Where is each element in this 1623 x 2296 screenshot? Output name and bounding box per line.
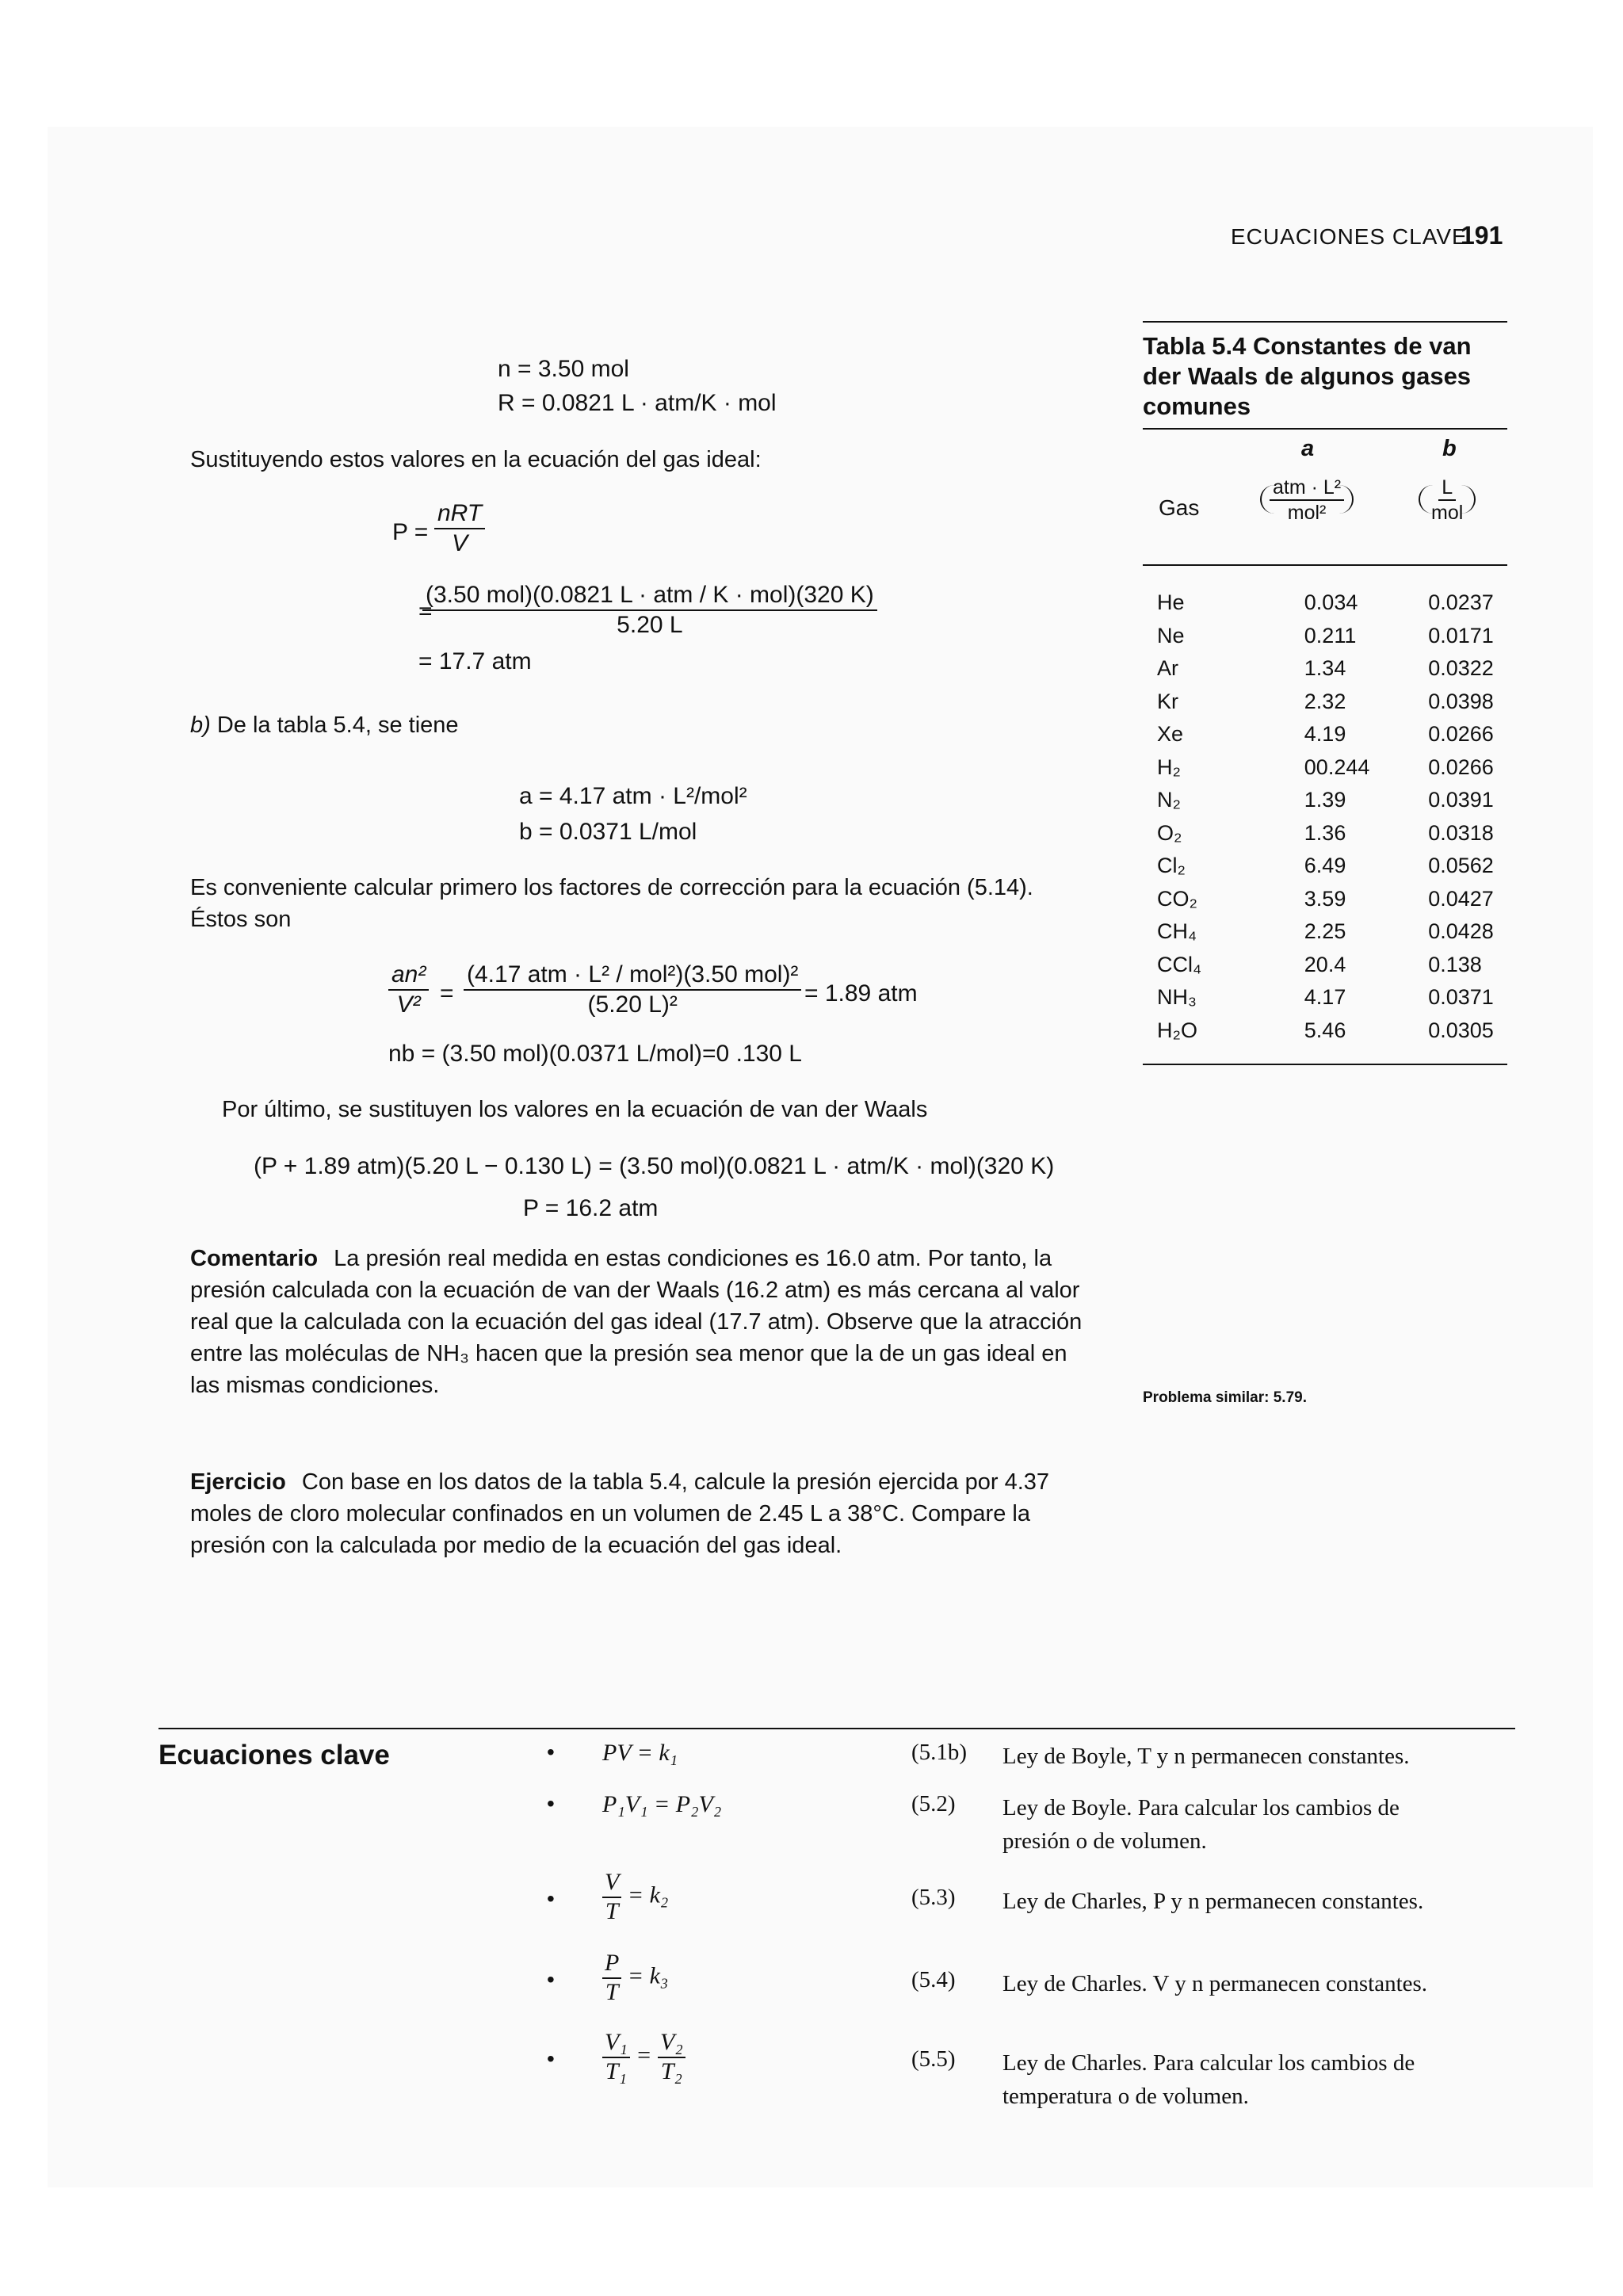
table-row <box>1157 784 1506 817</box>
comment-text: La presión real medida en estas condiciones es 16.0 atm. Por tanto, la presión calculada con la ecuación de van der Waals (16.2 atm) es más cercana al valor real que la calculada con la ecuación del gas ideal (17.7 atm). Observe que la atracción entre las moléculas de NH₃ hacen que la presión sea menor que la de un gas ideal en las mismas condiciones. <box>190 1246 1083 1398</box>
table-row <box>1157 817 1506 850</box>
table-row <box>1157 586 1506 620</box>
fraction-numerator: P <box>602 1950 621 1979</box>
table-title: Tabla 5.4 Constantes de van der Waals de algunos gases comunes <box>1143 332 1472 420</box>
key-equations-rule <box>158 1728 1515 1729</box>
table-cell-a: 1.36 <box>1304 820 1346 845</box>
table-unit-b <box>1419 476 1476 525</box>
an2-fraction <box>388 961 429 1019</box>
table-bottom-rule <box>1143 1064 1507 1065</box>
table-cell-b: 0.0427 <box>1428 886 1494 911</box>
table-row <box>1157 652 1506 686</box>
part-b-body: De la tabla 5.4, se tiene <box>216 712 459 738</box>
table-row <box>1157 1014 1506 1048</box>
table-cell-b: 0.138 <box>1428 952 1482 976</box>
table-cell-a: 0.211 <box>1304 623 1357 648</box>
fraction-numerator: V₂ <box>658 2029 685 2058</box>
equals-sign: = <box>418 598 433 625</box>
correction-denominator: (5.20 L)² <box>587 991 678 1018</box>
equation-number: (5.3) <box>911 1885 956 1910</box>
table-col-a: a <box>1301 436 1315 461</box>
ideal-gas-substitution <box>422 581 877 640</box>
table-cell-b: 0.0322 <box>1428 656 1494 681</box>
equation-description: Ley de Charles. Para calcular los cambios de temperatura o de volumen. <box>1002 2050 1415 2109</box>
table-cell-gas: NH₃ <box>1157 985 1197 1010</box>
constant-a: a = 4.17 atm · L²/mol² <box>519 783 747 809</box>
table-cell-gas: Cl₂ <box>1157 854 1186 878</box>
unit-b-denominator: mol <box>1431 502 1464 524</box>
page-number: 191 <box>1461 221 1503 250</box>
equation-description: Ley de Charles. V y n permanecen constantes. <box>1002 1971 1428 1996</box>
table-cell-gas: He <box>1157 590 1185 615</box>
table-cell-b: 0.0391 <box>1428 788 1494 812</box>
table-cell-gas: Kr <box>1157 689 1178 713</box>
table-cell-a: 00.244 <box>1304 755 1370 779</box>
table-cell-a: 0.034 <box>1304 590 1358 615</box>
equation-number: (5.1b) <box>911 1740 968 1765</box>
table-cell-a: 3.59 <box>1304 886 1346 911</box>
key-equation-row <box>547 2029 1498 2109</box>
equation-number: (5.5) <box>911 2046 956 2072</box>
part-b-label: b) <box>190 712 211 738</box>
vdw-result: P = 16.2 atm <box>523 1195 659 1221</box>
table-unit-a <box>1260 476 1354 525</box>
table-cell-b: 0.0305 <box>1428 1018 1494 1042</box>
table-cell-gas: Ar <box>1157 656 1178 681</box>
table-cell-b: 0.0266 <box>1428 722 1494 747</box>
table-cell-gas: CCl₄ <box>1157 952 1202 976</box>
table-row <box>1157 850 1506 883</box>
table-col-gas: Gas <box>1159 495 1200 520</box>
comment-label: Comentario <box>190 1246 319 1271</box>
fraction-numerator: V <box>602 1869 621 1898</box>
correction-result: = 1.89 atm <box>804 980 918 1007</box>
exercise-label: Ejercicio <box>190 1469 286 1495</box>
equals-sign: = <box>440 980 454 1007</box>
equation-rhs: = k₂ <box>627 1881 669 1908</box>
table-cell-gas: O₂ <box>1157 820 1182 845</box>
an2-numerator: an² <box>388 961 429 991</box>
unit-a-denominator: mol² <box>1287 502 1327 524</box>
table-cell-b: 0.0266 <box>1428 755 1494 779</box>
equation-number: (5.2) <box>911 1791 956 1817</box>
ideal-gas-lhs: P = <box>392 519 429 545</box>
table-header-rule <box>1143 564 1507 566</box>
fraction-denominator: T₁ <box>605 2057 627 2084</box>
table-cell-gas: N₂ <box>1157 788 1181 812</box>
fraction-numerator: V₁ <box>602 2029 630 2058</box>
table-row <box>1157 751 1506 785</box>
equation-formula <box>602 1869 668 1925</box>
equation-number: (5.4) <box>911 1967 956 1992</box>
text-finally: Por último, se sustituyen los valores en la ecuación de van der Waals <box>222 1097 928 1122</box>
bullet: • <box>547 1886 555 1911</box>
table-cell-gas: Ne <box>1157 623 1185 648</box>
ideal-gas-fraction <box>434 499 485 558</box>
table-top-rule <box>1143 321 1507 323</box>
fraction-denominator: V <box>452 530 468 556</box>
equation-description: Ley de Charles, P y n permanecen constantes. <box>1002 1889 1424 1914</box>
text-correction: Es conveniente calcular primero los factores de corrección para la ecuación (5.14). Éstos son <box>190 875 1033 932</box>
table-cell-a: 4.17 <box>1304 985 1346 1010</box>
equation-equals: = <box>636 2042 652 2069</box>
table-cell-b: 0.0562 <box>1428 854 1494 878</box>
table-cell-a: 2.32 <box>1304 689 1346 713</box>
table-cell-gas: H₂O <box>1157 1018 1197 1042</box>
table-row <box>1157 686 1506 719</box>
fraction-denominator: T <box>605 1978 619 2005</box>
nb-equation: nb = (3.50 mol)(0.0371 L/mol)=0 .130 L <box>388 1041 802 1067</box>
table-cell-a: 6.49 <box>1304 854 1346 878</box>
table-cell-gas: CO₂ <box>1157 886 1197 911</box>
correction-numerator: (4.17 atm · L² / mol²)(3.50 mol)² <box>464 961 801 991</box>
equation-formula <box>602 1950 668 2006</box>
table-cell-b: 0.0398 <box>1428 689 1494 713</box>
table-cell-gas: H₂ <box>1157 755 1181 779</box>
table-cell-a: 4.19 <box>1304 722 1346 747</box>
table-row <box>1157 949 1506 982</box>
equation-description: Ley de Boyle. Para calcular los cambios de presión o de volumen. <box>1002 1795 1400 1854</box>
table-row <box>1157 915 1506 949</box>
fraction-denominator: T₂ <box>660 2057 682 2084</box>
table-title-rule <box>1143 428 1507 430</box>
unit-a-numerator: atm · L² <box>1270 476 1344 501</box>
substitution-numerator: (3.50 mol)(0.0821 L · atm / K · mol)(320 K) <box>422 581 877 611</box>
bullet: • <box>547 1740 555 1764</box>
table-cell-b: 0.0237 <box>1428 590 1494 615</box>
given-r: R = 0.0821 L · atm/K · mol <box>498 390 777 416</box>
key-equation-row <box>547 1869 1498 1924</box>
bullet: • <box>547 2046 555 2071</box>
table-cell-a: 1.39 <box>1304 788 1346 812</box>
table-cell-a: 20.4 <box>1304 952 1346 976</box>
table-cell-b: 0.0171 <box>1428 623 1494 648</box>
table-cell-gas: CH₄ <box>1157 919 1197 944</box>
key-equation-row <box>547 1740 1498 1787</box>
table-cell-a: 1.34 <box>1304 656 1346 681</box>
correction-fraction <box>464 961 801 1019</box>
given-n: n = 3.50 mol <box>498 356 629 382</box>
an2-denominator: V² <box>396 991 421 1018</box>
equation-formula <box>602 2029 685 2085</box>
equation-formula: P₁V₁ = P₂V₂ <box>602 1791 722 1817</box>
key-equations-title: Ecuaciones clave <box>158 1740 390 1771</box>
table-cell-a: 2.25 <box>1304 919 1346 944</box>
constant-b: b = 0.0371 L/mol <box>519 819 697 845</box>
equation-formula: PV = k₁ <box>602 1740 678 1766</box>
similar-problem: Problema similar: 5.79. <box>1143 1389 1307 1406</box>
part-b-text <box>190 709 459 741</box>
table-cell-b: 0.0318 <box>1428 820 1494 845</box>
exercise-block <box>190 1466 1086 1561</box>
comment-block <box>190 1243 1086 1401</box>
fraction-denominator: T <box>605 1897 619 1924</box>
text-substitute: Sustituyendo estos valores en la ecuación del gas ideal: <box>190 447 762 472</box>
substitution-denominator: 5.20 L <box>617 612 683 638</box>
table-cell-gas: Xe <box>1157 722 1184 747</box>
table-body <box>1157 586 1506 1047</box>
table-cell-b: 0.0371 <box>1428 985 1494 1010</box>
vdw-equation: (P + 1.89 atm)(5.20 L − 0.130 L) = (3.50 mol)(0.0821 L · atm/K · mol)(320 K) <box>254 1153 1055 1179</box>
running-header: ECUACIONES CLAVE <box>1231 224 1468 249</box>
table-row <box>1157 981 1506 1014</box>
exercise-text: Con base en los datos de la tabla 5.4, calcule la presión ejercida por 4.37 moles de cloro molecular confinados en un volumen de 2.45 L a 38°C. Compare la presión con la calculada por medio de la ecuación del gas ideal. <box>190 1469 1050 1558</box>
table-col-b: b <box>1442 436 1457 461</box>
bullet: • <box>547 1967 555 1992</box>
key-equation-row <box>547 1950 1498 2005</box>
table-row <box>1157 718 1506 751</box>
table-row <box>1157 620 1506 653</box>
bullet: • <box>547 1791 555 1816</box>
table-row <box>1157 883 1506 916</box>
table-cell-a: 5.46 <box>1304 1018 1346 1042</box>
key-equation-row <box>547 1791 1498 1854</box>
ideal-gas-result: = 17.7 atm <box>418 648 532 674</box>
table-cell-b: 0.0428 <box>1428 919 1494 944</box>
fraction-numerator: nRT <box>434 499 485 529</box>
unit-b-numerator: L <box>1438 476 1456 501</box>
equation-rhs: = k₃ <box>627 1962 669 1989</box>
equation-description: Ley de Boyle, T y n permanecen constantes. <box>1002 1744 1410 1769</box>
